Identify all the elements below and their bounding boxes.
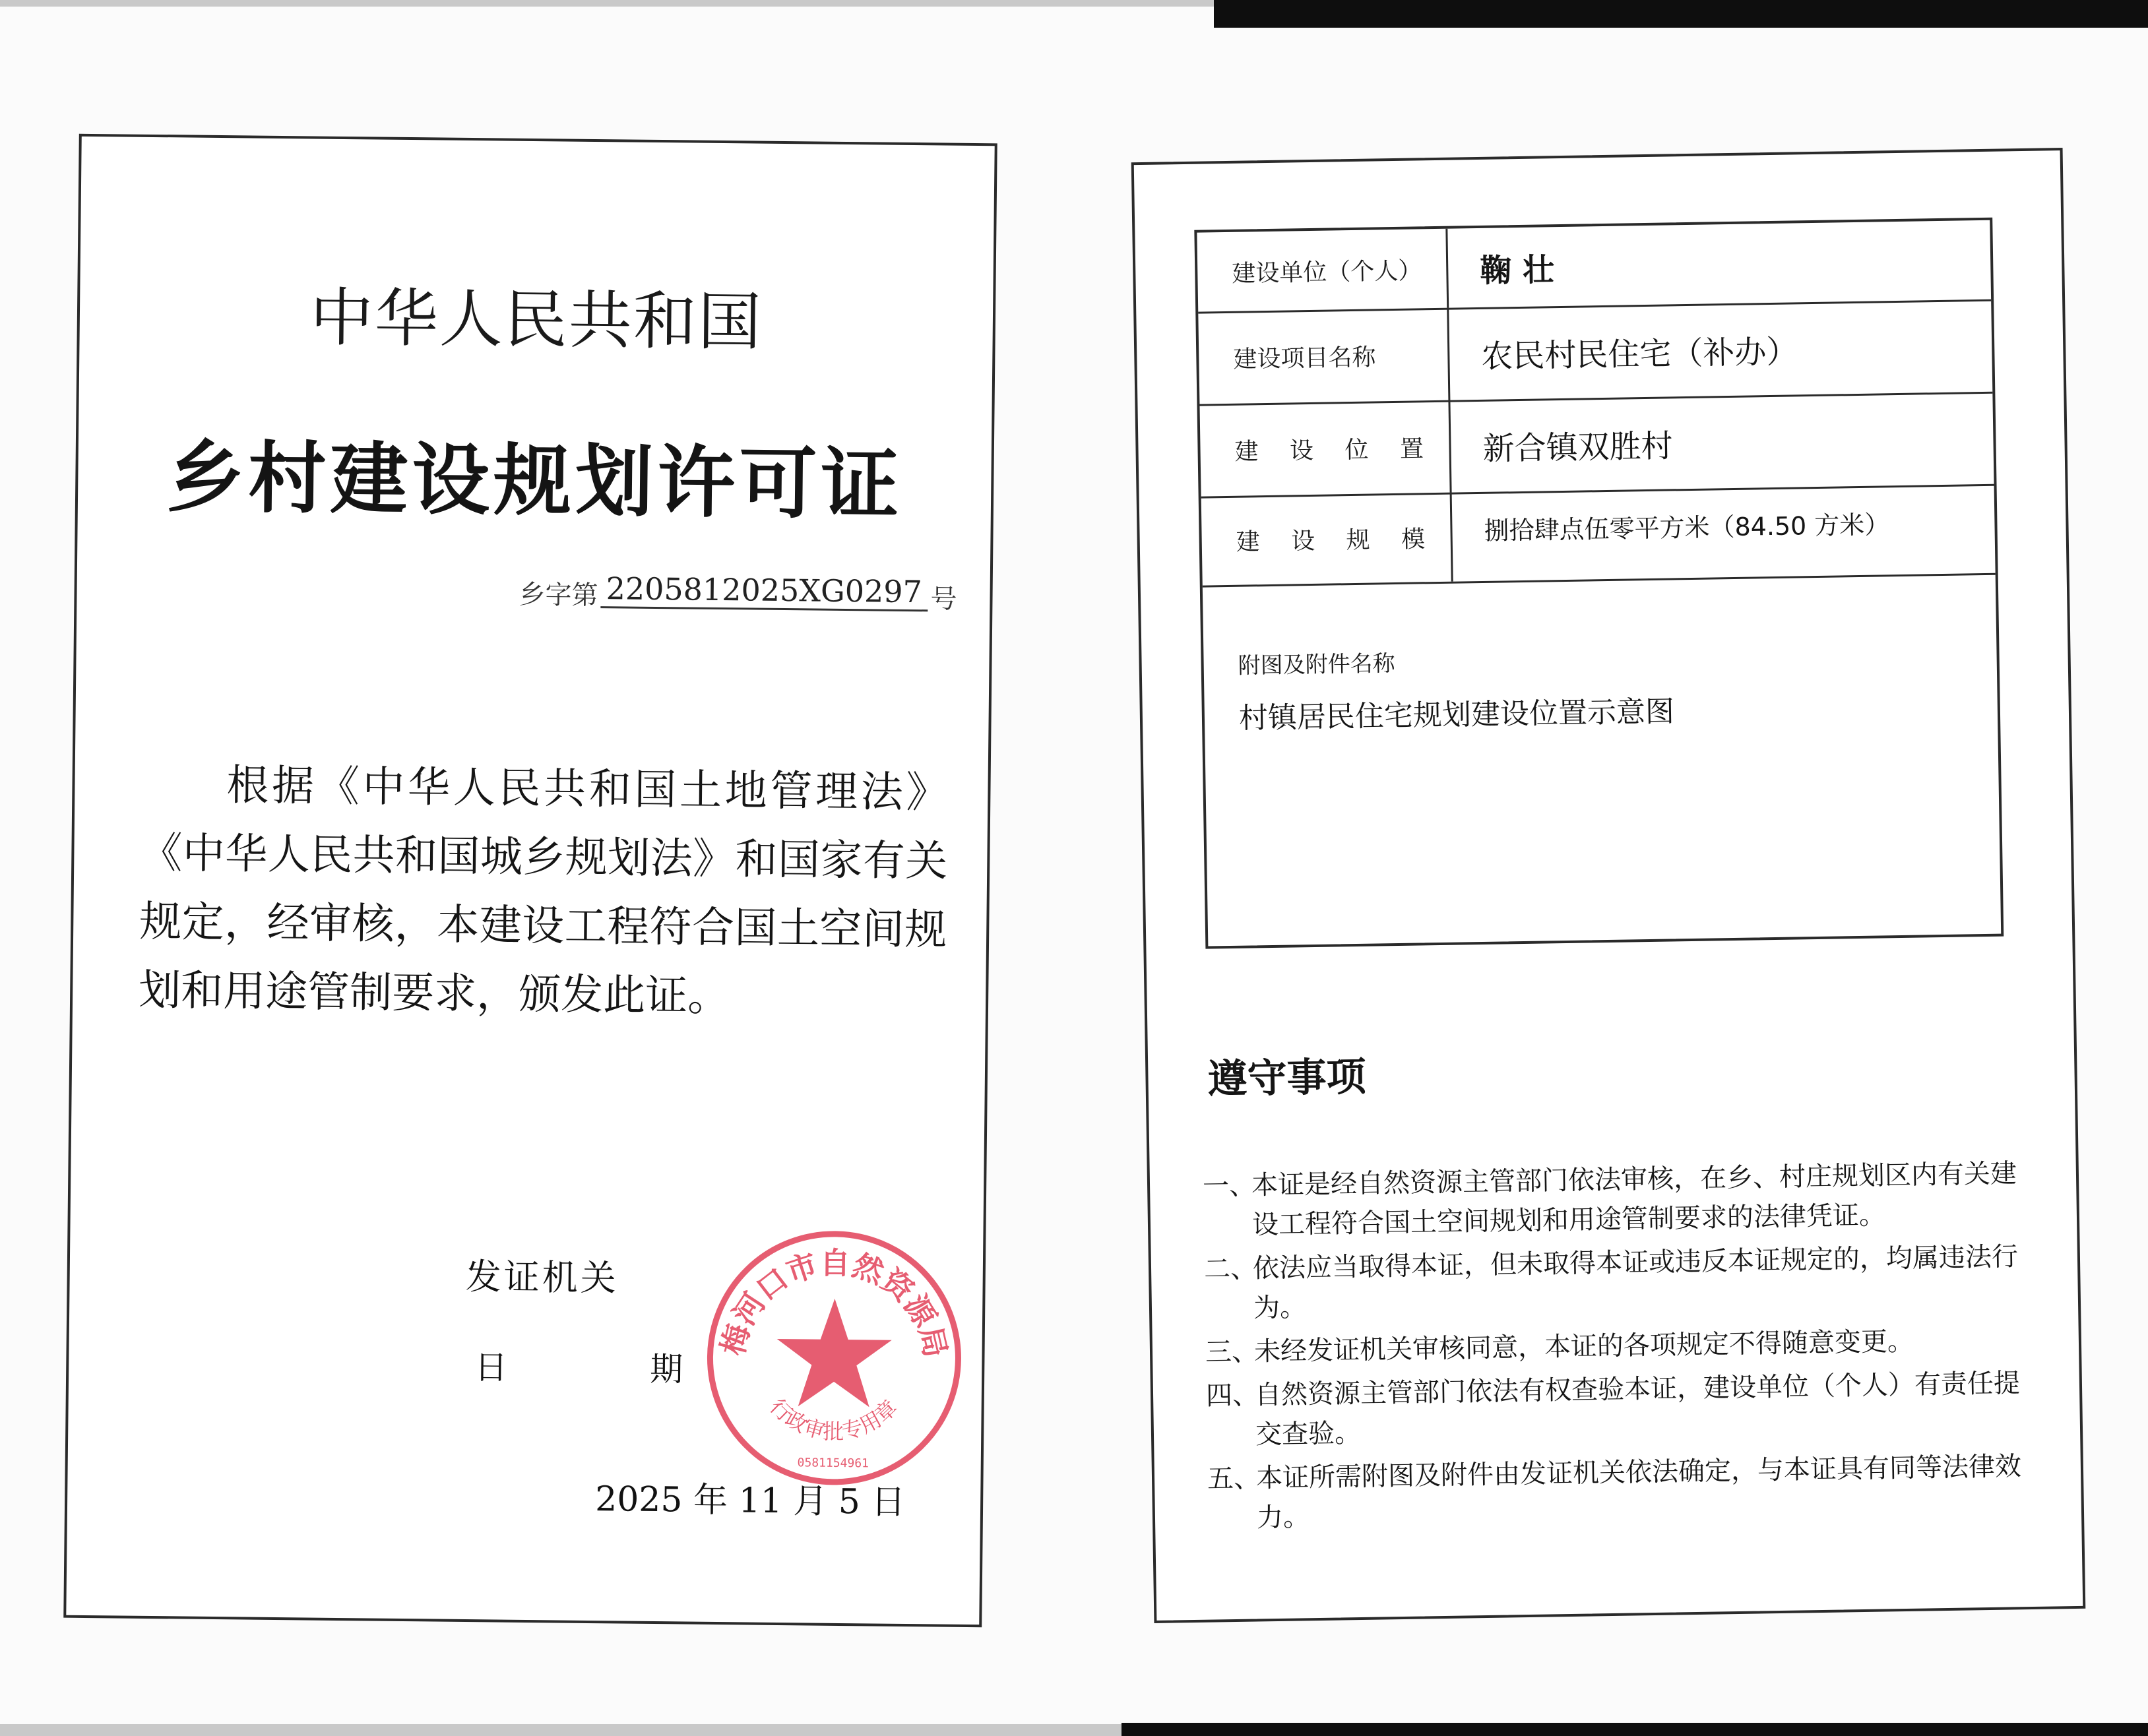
official-seal bbox=[701, 1225, 967, 1491]
project-info-table bbox=[1194, 218, 2004, 949]
row-label: 建 设 位 置 bbox=[1199, 400, 1451, 497]
notice-item bbox=[1207, 1446, 2023, 1538]
number-prefix: 乡字第 bbox=[519, 579, 598, 611]
top-dark-edge bbox=[1214, 0, 2148, 28]
notice-text: 未经发证机关审核同意，本证的各项规定不得随意变更。 bbox=[1253, 1326, 1914, 1367]
bottom-dark-edge bbox=[1121, 1723, 2148, 1736]
notice-title: 遵守事项 bbox=[1207, 1053, 1367, 1103]
table-row bbox=[1198, 299, 1992, 406]
certificate-detail-page bbox=[1131, 148, 2086, 1623]
certificate-body-text: 根据《中华人民共和国土地管理法》《中华人民共和国城乡规划法》和国家有关规定，经审核，本建设工程符合国土空间规划和用途管制要求，颁发此证。 bbox=[138, 761, 949, 1022]
issuer-label: 发证机关 bbox=[465, 1256, 619, 1299]
notice-number: 五、 bbox=[1207, 1463, 1261, 1495]
notice-text: 依法应当取得本证，但未取得本证或违反本证规定的，均属违法行为。 bbox=[1252, 1241, 2019, 1324]
notice-item bbox=[1206, 1363, 2021, 1455]
row-label: 建设项目名称 bbox=[1198, 308, 1450, 404]
notice-item bbox=[1205, 1320, 2020, 1372]
date-label: 日 期 bbox=[474, 1348, 749, 1390]
notice-item bbox=[1204, 1237, 2019, 1328]
certificate-cover-page bbox=[63, 134, 997, 1627]
row-value: 农民村民住宅（补办） bbox=[1480, 332, 1798, 375]
svg-text:行政审批专用章 bbox=[765, 1394, 902, 1445]
table-row bbox=[1197, 220, 1991, 314]
attachments-value: 村镇居民住宅规划建设位置示意图 bbox=[1238, 695, 1675, 735]
notice-list bbox=[1203, 1154, 2023, 1542]
row-value: 捌拾肆点伍零平方米（84.50 方米） bbox=[1484, 510, 1890, 545]
notice-number: 一、 bbox=[1202, 1170, 1256, 1202]
number-value: 2205812025XG0297 bbox=[600, 571, 928, 611]
row-value: 新合镇双胜村 bbox=[1482, 427, 1673, 468]
seal-star-icon bbox=[776, 1298, 893, 1408]
issue-date: 2025 年 11 月 5 日 bbox=[594, 1479, 906, 1523]
notice-text: 自然资源主管部门依法有权查验本证，建设单位（个人）有责任提交查验。 bbox=[1254, 1368, 2021, 1450]
top-grey-edge bbox=[0, 0, 1214, 7]
notice-number: 二、 bbox=[1203, 1253, 1257, 1285]
notice-text: 本证是经自然资源主管部门依法审核，在乡、村庄规划区内有关建设工程符合国土空间规划和用途管制要求的法律凭证。 bbox=[1251, 1158, 2017, 1241]
seal-sub-text: 行政审批专用章 bbox=[765, 1394, 902, 1444]
bottom-grey-edge bbox=[0, 1724, 1121, 1736]
certificate-number bbox=[519, 570, 957, 616]
notice-item bbox=[1203, 1154, 2018, 1245]
row-label: 建 设 规 模 bbox=[1201, 493, 1453, 586]
seal-code: 0581154961 bbox=[797, 1456, 869, 1471]
country-name: 中华人民共和国 bbox=[309, 280, 763, 359]
certificate-title: 乡村建设规划许可证 bbox=[166, 431, 904, 530]
number-suffix: 号 bbox=[930, 584, 957, 615]
notice-number: 四、 bbox=[1205, 1380, 1259, 1411]
seal-main-text: 梅河口市自然资源局 bbox=[714, 1245, 954, 1361]
row-value: 鞠 壮 bbox=[1479, 251, 1555, 290]
table-row bbox=[1201, 484, 1996, 588]
attachments-label: 附图及附件名称 bbox=[1238, 650, 1395, 679]
notice-text: 本证所需附图及附件由发证机关依法确定，与本证具有同等法律效力。 bbox=[1255, 1451, 2022, 1534]
notice-number: 三、 bbox=[1205, 1336, 1259, 1368]
table-row bbox=[1199, 392, 1994, 499]
attachments-section bbox=[1238, 636, 1978, 737]
row-label: 建设单位（个人） bbox=[1197, 229, 1449, 312]
